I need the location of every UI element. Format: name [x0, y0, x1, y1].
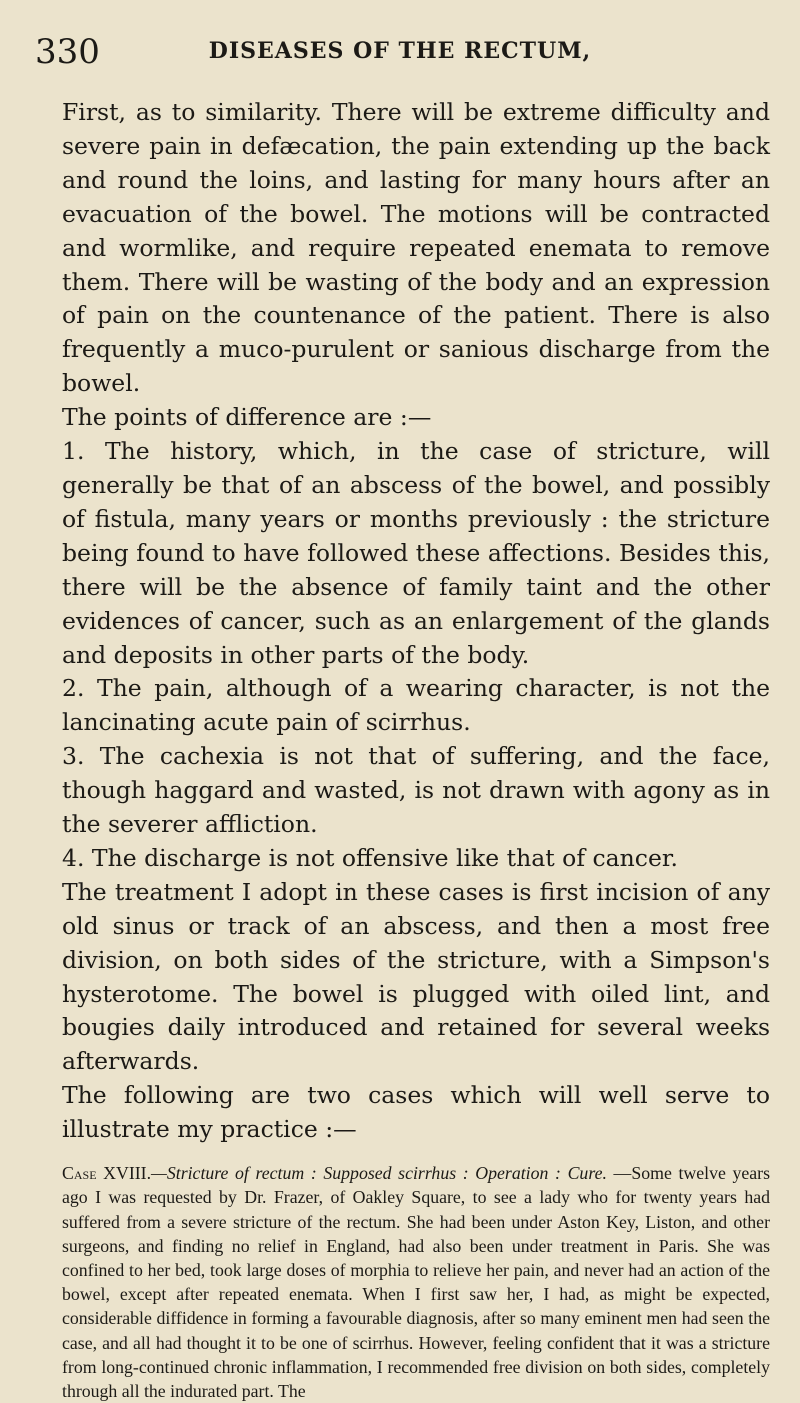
paragraph-cases-intro: The following are two cases which will well serve to illustrate my practice :— — [62, 1081, 770, 1144]
case-text: —Some twelve years ago I was requested by Dr. Frazer, of Oakley Square, to see a lady who for twenty years had suffered from a severe stricture of the rectum. She had been under Aston Key, Liston, and other surgeons, and finding no relief in England, had also been under treatment in Paris. She was confined to her bed, took large doses of morphia to relieve her pain, and never had an action of the bowel, except after repeated enemata. When I first saw her, I had, as might be expected, considerable diffidence in forming a favourable diagnosis, after so many eminent men had seen the case, and all had thought it to be one of scirrhus. However, feeling confident that it was a stricture from long-continued chronic inflammation, I recommended free division on both sides, completely through all the indurated part. The — [62, 1163, 770, 1401]
paragraph-similarity: First, as to similarity. There will be extreme difficulty and severe pain in defæcation, the pain extending up the back and round the loins, and lasting for many hours after an evacuation of the bowel. The motions will be contracted and wormlike, and require repeated enemata to remove them. There will be wasting of the body and an expression of pain on the countenance of the patient. There is also frequently a muco-purulent or sanious discharge from the bowel. — [62, 98, 770, 398]
paragraph-point-3: 3. The cachexia is not that of suffering, and the face, though haggard and wasted, is not drawn with agony as in the severer affliction. — [62, 742, 770, 839]
paragraph-point-2: 2. The pain, although of a wearing character, is not the lancinating acute pain of scirrhus. — [62, 674, 770, 737]
page-header — [35, 28, 765, 78]
case-report — [62, 1161, 770, 1403]
paragraph-treatment: The treatment I adopt in these cases is first incision of any old sinus or track of an abscess, and then a most free division, on both sides of the stricture, with a Simpson's hysterotome. The bowel is plugged with oiled lint, and bougies daily introduced and retained for several weeks afterwards. — [62, 877, 770, 1076]
paragraph-point-1: 1. The history, which, in the case of stricture, will generally be that of an abscess of the bowel, and possibly of fistula, many years or months previously : the stricture being found to have followed these affections. Besides this, there will be the absence of family taint and the other evidences of cancer, such as an enlargement of the glands and deposits in other parts of the body. — [62, 437, 770, 669]
running-title: DISEASES OF THE RECTUM, — [208, 38, 592, 64]
page-number: 330 — [35, 32, 100, 72]
case-heading: Case XVIII. — [62, 1163, 152, 1184]
paragraph-point-4: 4. The discharge is not offensive like that of cancer. — [62, 843, 678, 872]
paragraph-difference-intro: The points of difference are :— — [62, 403, 432, 432]
case-title: —Stricture of rectum : Supposed scirrhus : Operation : Cure. — [151, 1163, 607, 1184]
body-text — [62, 96, 770, 1403]
